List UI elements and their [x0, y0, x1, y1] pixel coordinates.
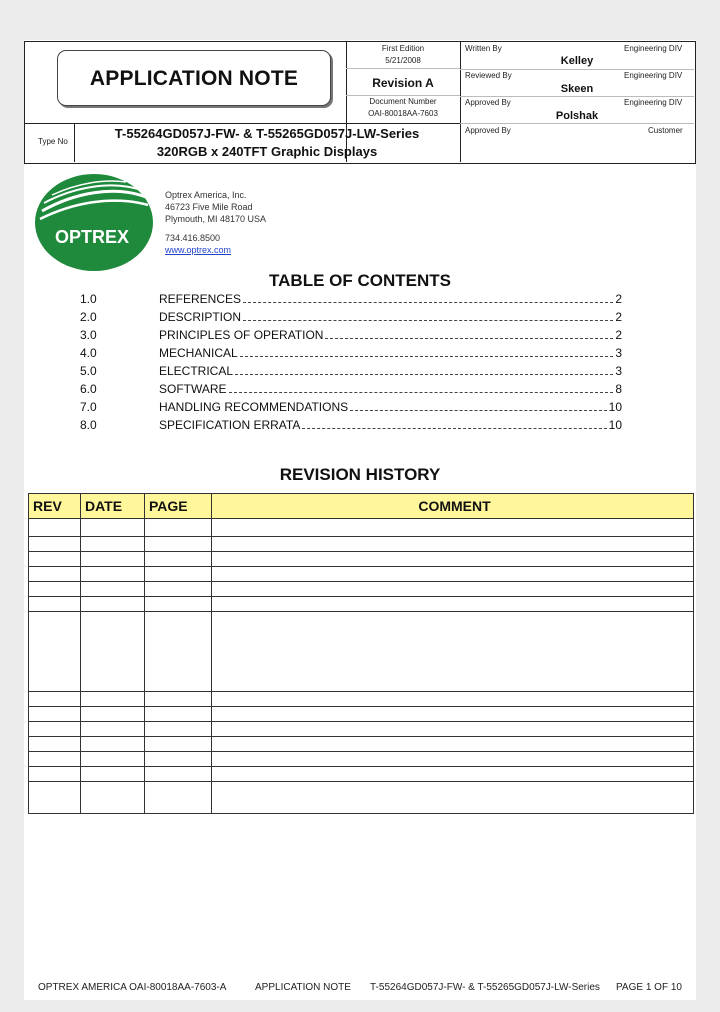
- company-web-container: [165, 245, 231, 255]
- toc-page: 10: [608, 400, 622, 414]
- company-name: Optrex America, Inc.: [165, 190, 247, 200]
- column-header-comment: COMMENT: [212, 494, 694, 519]
- footer-right: T-55264GD057J-FW- & T-55265GD057J-LW-Series: [370, 982, 600, 993]
- toc-page: 8: [615, 382, 622, 396]
- type-line-2: 320RGB x 240TFT Graphic Displays: [156, 144, 378, 159]
- type-label: Type No: [38, 137, 68, 146]
- approval-role: Approved By: [465, 98, 511, 107]
- toc-page: 2: [615, 328, 622, 342]
- toc-page: 10: [608, 418, 622, 432]
- column-header-date: DATE: [81, 494, 145, 519]
- footer-page-number: PAGE 1 OF 10: [616, 982, 682, 993]
- document-title: APPLICATION NOTE: [89, 67, 299, 90]
- company-street: 46723 Five Mile Road: [165, 202, 253, 212]
- toc-entry[interactable]: [80, 364, 622, 380]
- toc-label: ELECTRICAL: [159, 364, 234, 378]
- application-note-box: [57, 50, 331, 106]
- toc-number: 7.0: [80, 400, 97, 414]
- column-header-rev: REV: [29, 494, 81, 519]
- edition-label: First Edition: [381, 44, 425, 53]
- toc-page: 2: [615, 292, 622, 306]
- toc-page: 3: [615, 346, 622, 360]
- approval-name: Polshak: [555, 110, 599, 122]
- approval-name: Kelley: [560, 55, 594, 67]
- toc-number: 3.0: [80, 328, 97, 342]
- company-website-link[interactable]: www.optrex.com: [165, 245, 232, 255]
- toc-entry[interactable]: [80, 418, 622, 434]
- company-phone: 734.416.8500: [165, 233, 221, 243]
- toc-page: 3: [615, 364, 622, 378]
- company-city: Plymouth, MI 48170 USA: [165, 214, 267, 224]
- revision-label: Revision A: [372, 76, 434, 90]
- revision-history-table: [28, 493, 694, 814]
- footer-middle: APPLICATION NOTE: [255, 982, 351, 993]
- toc-entry[interactable]: [80, 346, 622, 362]
- toc-entry[interactable]: [80, 328, 622, 344]
- toc-label: DESCRIPTION: [159, 310, 242, 324]
- type-line-1: T-55264GD057J-FW- & T-55265GD057J-LW-Series: [114, 126, 420, 141]
- toc-entry[interactable]: [80, 310, 622, 326]
- toc-number: 5.0: [80, 364, 97, 378]
- toc-label: HANDLING RECOMMENDATIONS: [159, 400, 349, 414]
- logo-wordmark: OPTREX: [54, 227, 130, 247]
- table-header-row: [29, 494, 694, 519]
- toc-page: 2: [615, 310, 622, 324]
- revision-history-title: REVISION HISTORY: [279, 465, 441, 484]
- toc-number: 4.0: [80, 346, 97, 360]
- toc-label: SOFTWARE: [159, 382, 227, 396]
- approval-dept: Engineering DIV: [624, 44, 683, 53]
- table-row: [29, 612, 694, 692]
- table-row: [29, 707, 694, 722]
- table-row: [29, 597, 694, 612]
- toc-entry[interactable]: [80, 400, 622, 416]
- toc-entry[interactable]: [80, 382, 622, 398]
- toc-number: 8.0: [80, 418, 97, 432]
- table-row: [29, 722, 694, 737]
- doc-number: OAI-80018AA-7603: [368, 109, 438, 118]
- optrex-logo: [34, 173, 154, 272]
- toc-number: 6.0: [80, 382, 97, 396]
- toc-label: PRINCIPLES OF OPERATION: [159, 328, 324, 342]
- approval-role: Approved By: [465, 126, 511, 135]
- toc-label: SPECIFICATION ERRATA: [159, 418, 301, 432]
- table-row: [29, 782, 694, 814]
- approval-role: Written By: [465, 44, 502, 53]
- table-row: [29, 567, 694, 582]
- approval-role: Reviewed By: [465, 71, 512, 80]
- toc-title: TABLE OF CONTENTS: [269, 271, 451, 290]
- approval-name: Skeen: [560, 83, 594, 95]
- approval-dept: Customer: [648, 126, 683, 135]
- footer-left: OPTREX AMERICA OAI-80018AA-7603-A: [38, 982, 227, 993]
- toc-label: MECHANICAL: [159, 346, 238, 360]
- edition-date: 5/21/2008: [385, 56, 421, 65]
- approval-dept: Engineering DIV: [624, 98, 683, 107]
- table-row: [29, 752, 694, 767]
- table-row: [29, 537, 694, 552]
- table-row: [29, 692, 694, 707]
- toc-number: 1.0: [80, 292, 97, 306]
- toc-number: 2.0: [80, 310, 97, 324]
- toc-label: REFERENCES: [159, 292, 242, 306]
- table-row: [29, 582, 694, 597]
- doc-number-label: Document Number: [369, 97, 437, 106]
- column-header-page: PAGE: [145, 494, 212, 519]
- approval-dept: Engineering DIV: [624, 71, 683, 80]
- toc-entry[interactable]: [80, 292, 622, 308]
- table-row: [29, 519, 694, 537]
- table-row: [29, 552, 694, 567]
- table-row: [29, 737, 694, 752]
- table-row: [29, 767, 694, 782]
